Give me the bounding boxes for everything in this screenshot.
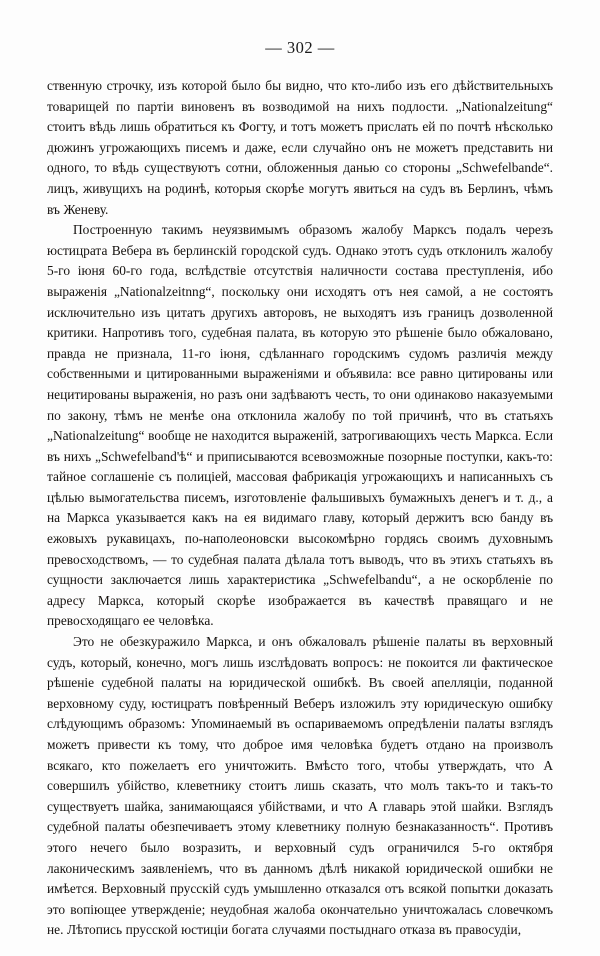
page-number: — 302 — [265,38,335,57]
paragraph-2: Построенную такимъ неуязвимымъ образомъ жалобу Марксъ подалъ черезъ юстицрата Вебера въ берлинскій городской судъ. Однако этотъ судъ отклонилъ жалобу 5-го іюня 60-го года, вслѣдствіе отсутствія наличности состава преступленія, ибо выраженія „Nationalzeitnng“, поскольку они исходятъ отъ нея самой, а не состоятъ исключительно изъ цитатъ другихъ авторовъ, не выходятъ изъ границъ дозволенной критики. Напротивъ того, судебная палата, въ которую это рѣшеніе было обжаловано, правда не признала, 11-го іюня, сдѣланнаго городскимъ судомъ различія между собственными и цитированными выраженіями и объявила: все равно цитированы или нецитированы выраженія, но разъ они задѣваютъ честь, то они одинаково наказуемыми по закону, тѣмъ не менѣе она отклонила жалобу по той причинѣ, что въ статьяхъ „Nationalzeitung“ вообще не находится выраженій, затрогивающихъ честь Маркса. Если въ нихъ „Schwefelband'ѣ“ и приписываются всевозможные позорные поступки, какъ-то: тайное соглашеніе съ полиціей, массовая фабрикація угрожающихъ и написанныхъ съ цѣлью вымогательства писемъ, изготовленіе фальшивыхъ бумажныхъ денегъ и т. д., а на Маркса указывается какъ на ея видимаго главу, который держитъ всю банду въ ежовыхъ рукавицахъ, по-наполеоновски высокомѣрно гордясь своимъ духовнымъ превосходствомъ, — то судебная палата дѣлала тотъ выводъ, что въ этихъ статьяхъ въ сущности заключается лишь характеристика „Schwefelbandu“, а не оскорбленіе по адресу Маркса, который скорѣе изображается въ качествѣ правящаго и не превосходящаго ее человѣка. [47,222,553,629]
paragraph-1: ственную строчку, изъ которой было бы видно, что кто-либо изъ его дѣйствительныхъ товарищей по партіи виновенъ въ возводимой на нихъ подлости. „Nationalzeitung“ стоитъ вѣдь лишь обратиться къ Фогту, и тотъ можетъ прислать ей по почтѣ нѣсколько дюжинъ угрожающихъ писемъ и даже, если случайно онъ не можетъ представить ни одного, то вѣдь существуютъ сотни, обложенныя данью со стороны „Schwefelbande“. лицъ, живущихъ на родинѣ, которыя скорѣе могутъ явиться на судъ въ Берлинъ, чѣмъ въ Женеву. [47,78,553,217]
paragraph-3: Это не обезкуражило Маркса, и онъ обжаловалъ рѣшеніе палаты въ верховный судъ, который, конечно, могъ лишь изслѣдовать вопросъ: не покоится ли фактическое рѣшеніе судебной палаты на юридической ошибкѣ. Въ своей апелляціи, поданной верховному суду, юстицратъ повѣренный Веберъ изложилъ эту юридическую ошибку слѣдующимъ образомъ: Упоминаемый въ оспариваемомъ опредѣленіи палаты взглядъ можетъ привести къ тому, что доброе имя человѣка будетъ отдано на произволъ всякаго, кто пожелаетъ его уничтожить. Вмѣсто того, чтобы утверждать, что А совершилъ убійство, клеветнику стоитъ лишь сказать, что молъ такъ-то и такъ-то существуетъ шайка, занимающаяся убійствами, и что А главарь этой шайки. Взглядъ судебной палаты обезпечиваетъ этому клеветнику полную безнаказанность“. Противъ этого нечего было возразить, и верховный судъ ограничился 5-го октября лаконическимъ заявленіемъ, что въ данномъ дѣлѣ никакой юридической ошибки не имѣется. Верховный прусскій судъ умышленно отказался отъ всякой попытки доказать это вопіющее утвержденіе; неудобная жалоба окончательно уничтожалась словечкомъ не. Лѣтопись прусской юстиціи богата случаями постыднаго отказа въ правосудіи, [47,634,553,938]
page-body-text [47,76,553,941]
